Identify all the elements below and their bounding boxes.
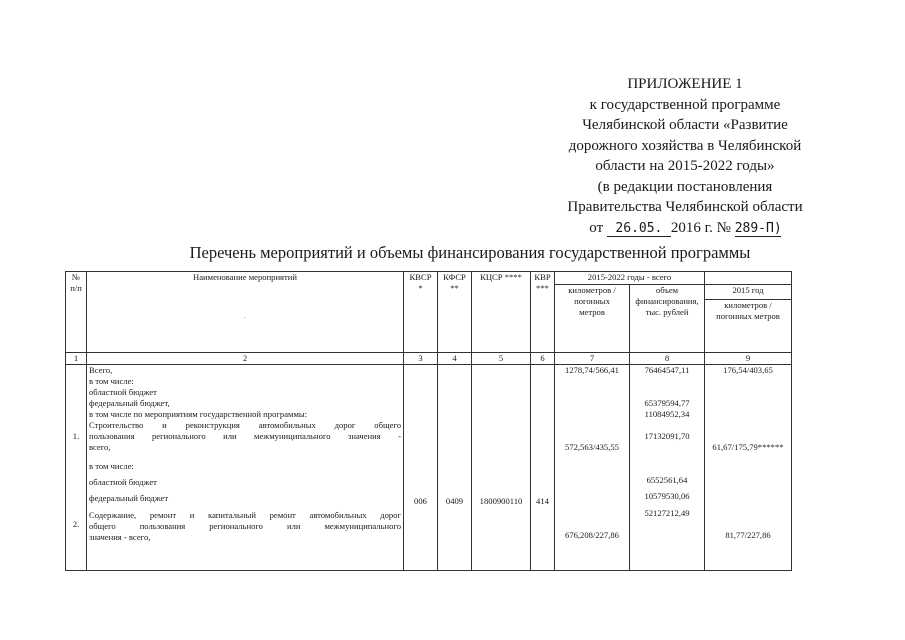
by-measures-label: в том числе по мероприятиям государственной программы:: [89, 409, 308, 419]
header-kvr-cell: [531, 272, 555, 353]
row2-name-line: общего пользования регионального или межмуниципального: [89, 521, 401, 531]
kvsr-column: [404, 365, 438, 571]
header-fin-3: тыс. рублей: [645, 307, 689, 317]
row-number-column: [66, 365, 87, 571]
appendix-date-line: [540, 218, 830, 239]
federal-financing: 11084952,34: [644, 409, 690, 419]
appendix-line: области на 2015-2022 годы»: [595, 158, 775, 174]
column-number: 2: [87, 353, 404, 365]
total-financing: 76464547,11: [644, 365, 690, 375]
row1-regional-label: областной бюджет: [89, 477, 157, 487]
header-km-2: погонных: [574, 296, 610, 306]
date-prefix: от: [589, 219, 604, 236]
column-number: 3: [404, 353, 438, 365]
row1-kvsr: 006: [414, 496, 427, 506]
row1-federal-financing: 10579530,06: [644, 491, 690, 501]
regional-budget-label: областной бюджет: [89, 387, 157, 397]
header-kfsr: КФСР: [443, 272, 466, 282]
column-number: 8: [630, 353, 705, 365]
column-number-row: [66, 353, 792, 365]
column-number: 6: [531, 353, 555, 365]
row2-name-line: значения - всего,: [89, 532, 151, 542]
row1-name-line: Строительство и реконструкция автомобильных дорог общего: [89, 420, 401, 430]
row1-kvr: 414: [536, 496, 549, 506]
row1-name-line: всего,: [89, 442, 111, 452]
header-year: 2015 год: [705, 285, 792, 300]
header-name: Наименование мероприятий: [193, 272, 297, 282]
regional-financing: 65379594,77: [644, 398, 690, 408]
column-number: 7: [555, 353, 630, 365]
resolution-number: 289-П): [734, 220, 782, 236]
name-column: [87, 365, 404, 571]
row1-km: 572,563/435,55: [565, 442, 619, 452]
appendix-line: к государственной программе: [589, 96, 781, 113]
row1-kfsr: 0409: [445, 496, 464, 506]
row2-name-line: Содержание, ремонт и капитальный ремонт автомобильных дорог: [89, 510, 401, 520]
header-period-total: 2015-2022 годы - всего: [555, 272, 705, 285]
appendix-line: Правительства Челябинской области: [567, 199, 803, 215]
appendix-line: (в редакции постановления: [597, 178, 773, 195]
header-number: №: [71, 272, 81, 282]
document-title: Перечень мероприятий и объемы финансирования государственной программы: [189, 243, 751, 262]
header-kvr: КВР: [534, 272, 551, 282]
federal-budget-label: федеральный бюджет,: [89, 398, 170, 408]
header-kcsr-cell: [472, 272, 531, 353]
total-label: Всего,: [89, 365, 113, 375]
header-km-cell: [555, 285, 630, 353]
row2-year: 81,77/227,86: [725, 530, 771, 540]
header-year-km-cell: [705, 300, 792, 353]
header-kfsr-mark: **: [450, 283, 459, 293]
header-year-km-1: километров /: [724, 300, 772, 310]
column-number: 9: [705, 353, 792, 365]
header-year-km-2: погонных метров: [716, 311, 780, 321]
header-name-cell: Наименование мероприятий .: [87, 272, 404, 353]
header-year-spacer: [705, 272, 792, 285]
header-fin-1: объем: [655, 285, 679, 295]
appendix-header: [540, 74, 830, 238]
column-number: 1: [66, 353, 87, 365]
column-number: 4: [438, 353, 472, 365]
header-km-1: километров /: [568, 285, 616, 295]
financing-column: [630, 365, 705, 571]
row2-financing: 52127212,49: [644, 508, 690, 518]
header-fin-2: финансирования,: [635, 296, 699, 306]
header-km-3: метров: [579, 307, 605, 317]
header-number-cell: [66, 272, 87, 353]
row1-federal-label: федеральный бюджет: [89, 493, 169, 503]
header-kvsr: КВСР: [409, 272, 432, 282]
row1-regional-financing: 6552561,64: [646, 475, 688, 485]
kfsr-column: [438, 365, 472, 571]
including-label: в том числе:: [89, 376, 134, 386]
row1-name-line: пользования регионального или межмуниципального значения -: [89, 431, 401, 441]
row1-financing: 17132091,70: [644, 431, 690, 441]
header-kcsr: КЦСР ****: [480, 272, 522, 282]
row1-kcsr: 1800900110: [479, 496, 523, 506]
year-2015-column: [705, 365, 792, 571]
row1-including-label: в том числе:: [89, 461, 134, 471]
year-total: 176,54/403,65: [723, 365, 773, 375]
header-fin-cell: [630, 285, 705, 353]
row-number: 2.: [72, 519, 80, 529]
header-kfsr-cell: [438, 272, 472, 353]
measures-table: [65, 271, 792, 571]
header-kvsr-mark: *: [418, 283, 423, 293]
header-number-2: п/п: [70, 283, 82, 293]
total-km: 1278,74/566,41: [565, 365, 619, 375]
appendix-line: Челябинской области «Развитие: [582, 117, 788, 133]
km-column: [555, 365, 630, 571]
date-suffix: 2016 г. №: [670, 219, 731, 236]
kvr-column: [531, 365, 555, 571]
column-number: 5: [472, 353, 531, 365]
row-number: 1.: [72, 431, 80, 441]
row2-km: 676,208/227,86: [565, 530, 619, 540]
table-row: [66, 365, 792, 571]
appendix-line: дорожного хозяйства в Челябинской: [568, 137, 802, 154]
header-kvr-mark: ***: [536, 283, 549, 293]
kcsr-column: [472, 365, 531, 571]
resolution-date: 26.05.: [607, 222, 671, 237]
header-kvsr-cell: [404, 272, 438, 353]
appendix-title: ПРИЛОЖЕНИЕ 1: [627, 76, 743, 92]
row1-year: 61,67/175,79******: [712, 442, 784, 452]
